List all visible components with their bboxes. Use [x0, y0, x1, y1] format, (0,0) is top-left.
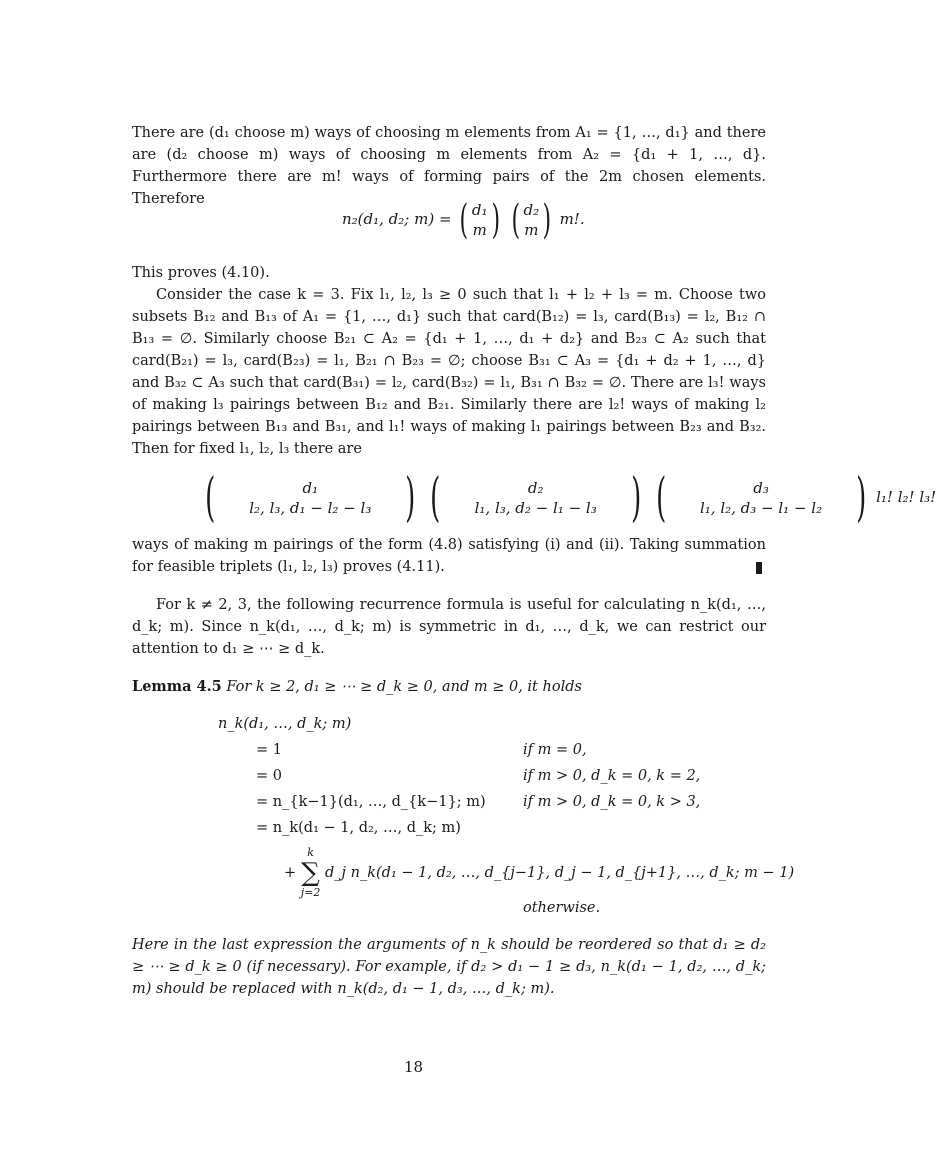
case-expression: = n_k(d₁ − 1, d₂, …, d_k; m) [256, 820, 461, 836]
multinomial-bottom: l₁, l₂, d₃ − l₁ − l₂ [699, 499, 823, 517]
multinomial-bottom: l₁, l₃, d₂ − l₁ − l₃ [474, 499, 597, 517]
summation-expression: d_j n_k(d₁ − 1, d₂, …, d_{j−1}, d_j − 1, d_{j+1}, …, d_k; m − 1) [325, 865, 795, 881]
case-condition: if m = 0, [523, 742, 587, 758]
equation-n2 [342, 197, 585, 243]
qed-square-icon [756, 562, 762, 574]
binomial-d2-m: ( d₂ m ) [511, 197, 552, 243]
binomial-bottom: m [472, 221, 487, 239]
page-number: 18 [403, 1058, 424, 1076]
remark-reordering: Here in the last expression the arguments of n_k should be reordered so that d₁ ≥ d₂ ≥ ⋯ ≥ d_k ≥ 0 (if necessary). For example, if d₂ > d₁ − 1 ≥ d₃, n_k(d₁ − 1, d₂, …, d_k; m) should be replaced with n_k(d₂, d₁ − 1, d₃, …, d_k; m). [132, 937, 766, 997]
multinomial-d3: ( d₃ l₁, l₂, d₃ − l₁ − l₂ ) [655, 468, 867, 528]
factorial-product: l₁! l₂! l₃! [876, 488, 936, 506]
binomial-bottom: m [524, 221, 539, 239]
multinomial-top: d₁ [302, 479, 319, 497]
case-expression: = 1 [256, 742, 282, 758]
multinomial-d2: ( d₂ l₁, l₃, d₂ − l₁ − l₃ ) [430, 468, 641, 528]
summation-term: + k ∑ j=2 d_j n_k(d₁ − 1, d₂, …, d_{j−1}, d_j − 1, d_{j+1}, …, d_k; m − 1) [284, 846, 795, 899]
lemma-heading [132, 678, 582, 695]
paragraph-choosing-elements: There are (d₁ choose m) ways of choosing m elements from A₁ = {1, …, d₁} and there are (d₂ choose m) ways of choosing m elements from A₂ = {d₁ + 1, …, d}. Furthermore there are m! ways of forming pairs of the 2m chosen elements. Therefore [132, 125, 766, 207]
binomial-top: d₁ [471, 201, 488, 219]
equation-n2-rhs: m!. [559, 210, 585, 228]
lemma-statement: For k ≥ 2, d₁ ≥ ⋯ ≥ d_k ≥ 0, and m ≥ 0, it holds [226, 679, 582, 695]
multinomial-d1: ( d₁ l₂, l₃, d₁ − l₂ − l₃ ) [205, 468, 416, 528]
case-expression: = n_{k−1}(d₁, …, d_{k−1}; m) [256, 794, 486, 810]
multinomial-top: d₂ [527, 479, 544, 497]
equation-multinomial [200, 468, 936, 528]
paragraph-case-k3: Consider the case k = 3. Fix l₁, l₂, l₃ ≥ 0 such that l₁ + l₂ + l₃ = m. Choose two subsets B₁₂ and B₁₃ of A₁ = {1, …, d₁} such that card(B₁₂) = l₃, card(B₁₃) = l₂, B₁₂ ∩ B₁₃ = ∅. Similarly choose B₂₁ ⊂ A₂ = {d₁ + 1, …, d₁ + d₂} and B₂₃ ⊂ A₂ such that card(B₂₁) = l₃, card(B₂₃) = l₁, B₂₁ ∩ B₂₃ = ∅; choose B₃₁ ⊂ A₃ = {d₁ + d₂ + 1, …, d} and B₃₂ ⊂ A₃ such that card(B₃₁) = l₂, card(B₃₂) = l₁, B₃₁ ∩ B₃₂ = ∅. There are l₃! ways of making l₃ pairings between B₁₂ and B₂₁. Similarly there are l₂! ways of making l₂ pairings between B₁₃ and B₃₁, and l₁! ways of making l₁ pairings between B₂₃ and B₃₂. Then for fixed l₁, l₂, l₃ there are [132, 287, 766, 457]
lemma-lhs: n_k(d₁, …, d_k; m) [218, 716, 352, 732]
paragraph-recurrence-intro: For k ≠ 2, 3, the following recurrence formula is useful for calculating n_k(d₁, …, d_k; m). Since n_k(d₁, …, d_k; m) is symmetric in d₁, …, d_k, we can restrict our attention to d₁ ≥ ⋯ ≥ d_k. [132, 597, 766, 657]
multinomial-top: d₃ [753, 479, 769, 497]
equation-n2-lhs: n₂(d₁, d₂; m) = [342, 210, 452, 228]
multinomial-bottom: l₂, l₃, d₁ − l₂ − l₃ [249, 499, 372, 517]
paragraph-proves-410: This proves (4.10). [132, 265, 270, 281]
paragraph-ways-pairings: ways of making m pairings of the form (4.8) satisfying (i) and (ii). Taking summation for feasible triplets (l₁, l₂, l₃) proves (4.11). [132, 537, 766, 575]
case-condition: if m > 0, d_k = 0, k > 3, [523, 794, 701, 810]
summation-lower: j=2 [300, 886, 321, 899]
binomial-top: d₂ [523, 201, 540, 219]
case-condition: if m > 0, d_k = 0, k = 2, [523, 768, 701, 784]
lemma-label: Lemma 4.5 [132, 678, 222, 695]
summation-upper: k [307, 846, 314, 859]
case-expression: = 0 [256, 768, 282, 784]
case-otherwise: otherwise. [523, 900, 601, 916]
binomial-d1-m: ( d₁ m ) [459, 197, 500, 243]
summation-sign: k ∑ j=2 [300, 846, 321, 899]
